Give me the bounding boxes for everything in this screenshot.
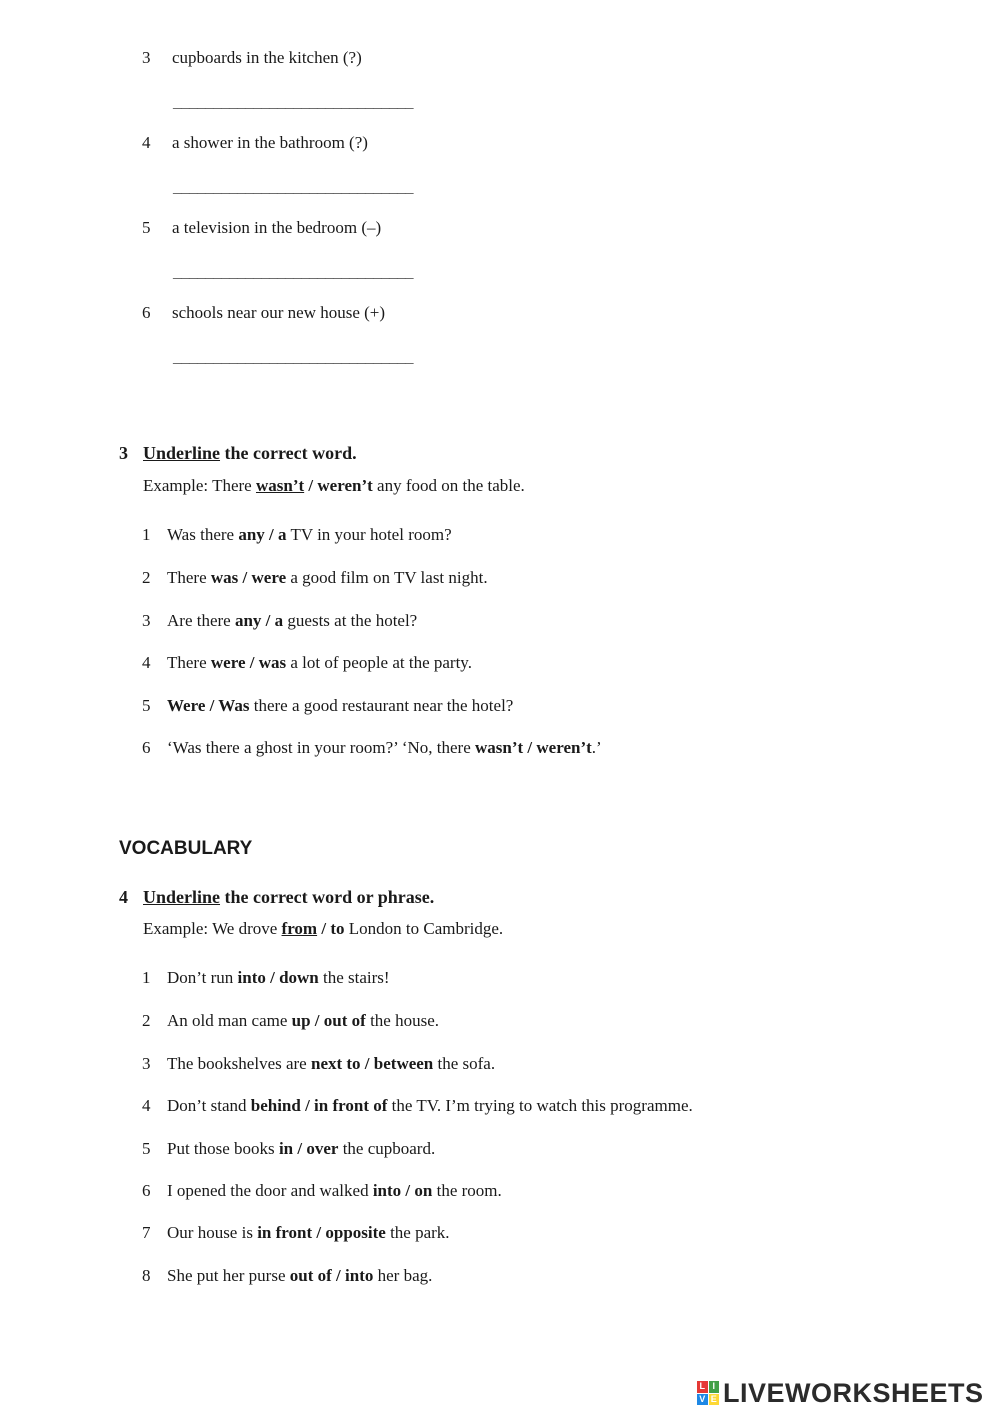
- sentence-post: the TV. I’m trying to watch this programme.: [387, 1096, 693, 1115]
- logo-mark-letter: V: [697, 1394, 708, 1406]
- logo-text: LIVEWORKSHEETS: [723, 1377, 984, 1408]
- prompt-text: schools near our new house (+): [172, 303, 386, 322]
- item-number: 3: [142, 611, 151, 630]
- item-sentence: [167, 525, 452, 545]
- logo-mark-letter: L: [697, 1381, 708, 1393]
- word-choice[interactable]: in / over: [278, 1139, 339, 1158]
- example-tail: London to Cambridge.: [344, 919, 504, 938]
- item-sentence: [167, 738, 602, 758]
- item-number: 3: [142, 1054, 151, 1073]
- example-lead: Example: There: [143, 476, 256, 495]
- word-choice[interactable]: wasn’t / weren’t: [475, 738, 592, 757]
- sentence-pre: The bookshelves are: [167, 1054, 311, 1073]
- word-choice[interactable]: any / a: [238, 525, 287, 544]
- item-sentence: [167, 1181, 502, 1201]
- sentence-pre: There: [167, 653, 211, 672]
- item-sentence: [167, 653, 472, 673]
- exercise-instruction: [143, 443, 357, 464]
- item-sentence: [167, 696, 513, 716]
- word-choice[interactable]: in front / opposite: [257, 1223, 386, 1242]
- item-number: 4: [142, 653, 151, 672]
- item-number: 4: [142, 133, 151, 152]
- example-option-a: wasn’t: [255, 476, 305, 495]
- sentence-pre: There: [167, 568, 211, 587]
- item-sentence: [167, 611, 417, 631]
- instruction-rest: the correct word or phrase.: [220, 887, 435, 907]
- sentence-pre: Don’t run: [167, 968, 238, 987]
- item-sentence: [167, 1011, 439, 1031]
- sentence-post: the park.: [385, 1223, 450, 1242]
- item-number: 1: [142, 525, 151, 544]
- sentence-post: the cupboard.: [338, 1139, 436, 1158]
- item-number: 4: [142, 1096, 151, 1115]
- sentence-post: the house.: [365, 1011, 439, 1030]
- sentence-post: guests at the hotel?: [283, 611, 418, 630]
- sentence-post: her bag.: [373, 1266, 433, 1285]
- item-number: 6: [142, 1181, 151, 1200]
- item-number: 7: [142, 1223, 151, 1242]
- item-number: 5: [142, 1139, 151, 1158]
- item-sentence: [167, 568, 488, 588]
- sentence-pre: Put those books: [167, 1139, 279, 1158]
- item-number: 8: [142, 1266, 151, 1285]
- sentence-post: .’: [591, 738, 602, 757]
- exercise-number: 3: [119, 443, 128, 463]
- item-sentence: [167, 1096, 693, 1116]
- exercise-number: 4: [119, 887, 128, 907]
- example-lead: Example: We drove: [143, 919, 282, 938]
- example-tail: any food on the table.: [372, 476, 525, 495]
- prompt-text: cupboards in the kitchen (?): [172, 48, 362, 67]
- word-choice[interactable]: next to / between: [310, 1054, 434, 1073]
- instruction-underlined: Underline: [143, 887, 221, 907]
- item-number: 6: [142, 738, 151, 757]
- sentence-post: TV in your hotel room?: [286, 525, 452, 544]
- word-choice[interactable]: Were / Was: [167, 696, 250, 715]
- word-choice[interactable]: out of / into: [289, 1266, 374, 1285]
- prompt-text: a television in the bedroom (–): [172, 218, 382, 237]
- answer-line[interactable]: ______________________________: [173, 347, 413, 366]
- sentence-post: the sofa.: [433, 1054, 496, 1073]
- sentence-post: a lot of people at the party.: [286, 653, 472, 672]
- word-choice[interactable]: were / was: [210, 653, 287, 672]
- sentence-pre: Don’t stand: [167, 1096, 251, 1115]
- word-choice[interactable]: was / were: [210, 568, 287, 587]
- word-choice[interactable]: behind / in front of: [250, 1096, 388, 1115]
- logo-mark-letter: E: [709, 1394, 720, 1406]
- item-sentence: [167, 968, 390, 988]
- exercise-instruction: [143, 887, 434, 908]
- word-choice[interactable]: into / on: [372, 1181, 433, 1200]
- item-number: 1: [142, 968, 151, 987]
- logo-mark-icon: [697, 1381, 719, 1405]
- answer-line[interactable]: ______________________________: [173, 92, 413, 111]
- sentence-pre: Are there: [167, 611, 235, 630]
- sentence-post: the stairs!: [318, 968, 390, 987]
- word-choice[interactable]: any / a: [234, 611, 284, 630]
- prompt-text: a shower in the bathroom (?): [172, 133, 368, 152]
- item-number: 3: [142, 48, 151, 67]
- item-number: 2: [142, 1011, 151, 1030]
- example-option-b: to: [330, 919, 345, 938]
- sentence-pre: An old man came: [167, 1011, 292, 1030]
- item-sentence: [167, 1054, 495, 1074]
- item-sentence: [167, 1139, 435, 1159]
- instruction-underlined: Underline: [143, 443, 221, 463]
- sentence-post: a good film on TV last night.: [286, 568, 488, 587]
- sentence-pre: I opened the door and walked: [167, 1181, 373, 1200]
- instruction-rest: the correct word.: [220, 443, 357, 463]
- word-choice[interactable]: up / out of: [291, 1011, 366, 1030]
- sentence-post: the room.: [432, 1181, 502, 1200]
- section-heading-vocabulary: VOCABULARY: [119, 838, 253, 859]
- word-choice[interactable]: into / down: [237, 968, 319, 987]
- example-option-b: weren’t: [317, 476, 373, 495]
- sentence-pre: Was there: [167, 525, 239, 544]
- logo-mark-letter: I: [709, 1381, 720, 1393]
- sentence-pre: Our house is: [167, 1223, 258, 1242]
- example-sep: /: [304, 476, 318, 495]
- example-sentence: [143, 919, 503, 939]
- sentence-post: there a good restaurant near the hotel?: [249, 696, 514, 715]
- example-option-a: from: [281, 919, 318, 938]
- example-sentence: [143, 476, 525, 496]
- item-number: 5: [142, 696, 151, 715]
- item-number: 5: [142, 218, 151, 237]
- answer-line[interactable]: ______________________________: [173, 262, 413, 281]
- sentence-pre: She put her purse: [167, 1266, 290, 1285]
- item-number: 6: [142, 303, 151, 322]
- sentence-pre: ‘Was there a ghost in your room?’ ‘No, there: [167, 738, 475, 757]
- item-number: 2: [142, 568, 151, 587]
- item-sentence: [167, 1223, 450, 1243]
- liveworksheets-logo[interactable]: [697, 1378, 984, 1408]
- item-sentence: [167, 1266, 432, 1286]
- example-sep: /: [317, 919, 331, 938]
- answer-line[interactable]: ______________________________: [173, 177, 413, 196]
